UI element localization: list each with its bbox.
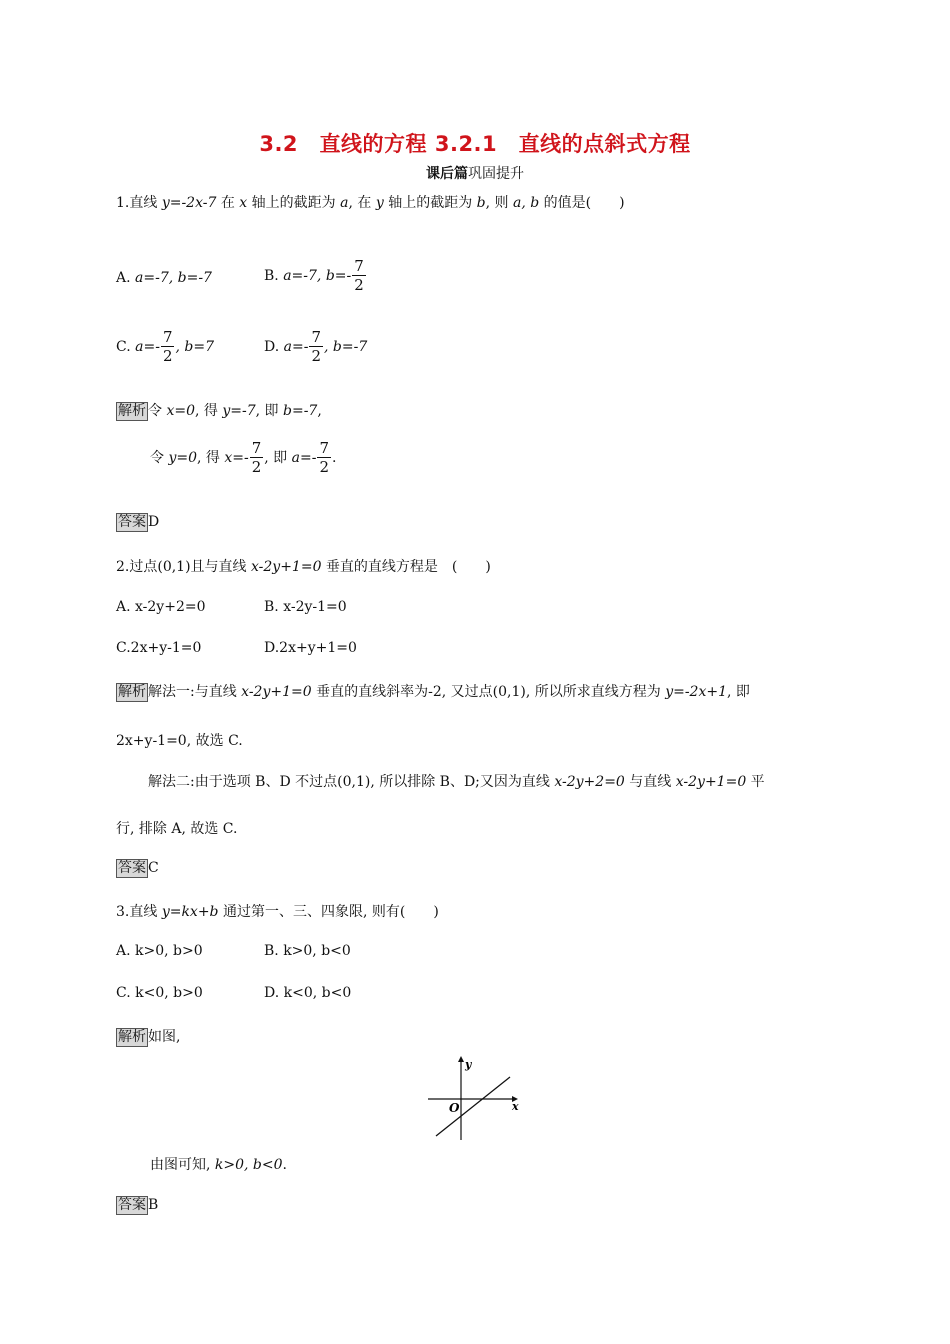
fraction: $\frac{7}{2}$ bbox=[311, 328, 321, 365]
q1-solution-line1: 解析 令 x=0, 得 y=-7, 即 b=-7, bbox=[118, 403, 322, 419]
answer-tag: 答案 bbox=[118, 860, 146, 876]
q3-option-c: C. k<0, b>0 bbox=[116, 985, 203, 1001]
q3-option-d: D. k<0, b<0 bbox=[264, 985, 352, 1001]
y-axis-arrow bbox=[458, 1056, 464, 1062]
q3-solution-line1: 解析 如图, bbox=[118, 1029, 181, 1045]
q1-option-d: D. a=- $\frac{7}{2}$ , b=-7 bbox=[264, 328, 368, 365]
section-subtitle bbox=[0, 163, 950, 183]
q2-solution-line4: 行, 排除 A, 故选 C. bbox=[116, 821, 238, 837]
fraction: $\frac{7}{2}$ bbox=[251, 439, 262, 476]
subtitle-bold: 课后篇 bbox=[426, 166, 468, 182]
q1-solution-line2: 令 y=0, 得 x=- $\frac{7}{2}$ , 即 a=- $\frac{7}{2}$ . bbox=[150, 439, 337, 476]
q2-solution-line3: 解法二:由于选项 B、D 不过点(0,1), 所以排除 B、D;又因为直线 x-2y+2=0 与直线 x-2y+1=0 平 bbox=[148, 774, 765, 790]
q2-option-c: C.2x+y-1=0 bbox=[116, 640, 202, 656]
q1-answer: 答案 D bbox=[118, 514, 160, 530]
q2-answer: 答案 C bbox=[118, 860, 159, 876]
coordinate-figure bbox=[428, 1056, 528, 1140]
q3-option-b: B. k>0, b<0 bbox=[264, 943, 351, 959]
q2-option-d: D.2x+y+1=0 bbox=[264, 640, 357, 656]
q2-solution-line2: 2x+y-1=0, 故选 C. bbox=[116, 733, 243, 749]
q2-option-a: A. x-2y+2=0 bbox=[116, 599, 206, 615]
q1-option-b: B. a=-7, b=- $\frac{7}{2}$ bbox=[264, 257, 364, 294]
q3-option-a: A. k>0, b>0 bbox=[116, 943, 203, 959]
fraction: $\frac{7}{2}$ bbox=[162, 328, 173, 365]
q2-solution-line1: 解析 解法一:与直线 x-2y+1=0 垂直的直线斜率为-2, 又过点(0,1), 所以所求直线方程为 y=-2x+1, 即 bbox=[118, 684, 750, 700]
fraction: $\frac{7}{2}$ bbox=[354, 257, 364, 294]
page-title: 3.2 直线的方程 3.2.1 直线的点斜式方程 bbox=[259, 132, 691, 156]
x-axis-label: x bbox=[512, 1100, 519, 1113]
q3-conclusion: 由图可知, k>0, b<0. bbox=[150, 1157, 287, 1173]
q1-stem: 1.直线 y=-2x-7 在 x 轴上的截距为 a, 在 y 轴上的截距为 b, 则 a, b 的值是( ) bbox=[116, 195, 625, 211]
graph-line bbox=[436, 1077, 510, 1136]
q2-stem: 2.过点(0,1)且与直线 x-2y+1=0 垂直的直线方程是 ( ) bbox=[116, 559, 491, 575]
subtitle-rest: 巩固提升 bbox=[468, 166, 524, 182]
q3-stem: 3.直线 y=kx+b 通过第一、三、四象限, 则有( ) bbox=[116, 904, 439, 920]
y-axis-label: y bbox=[465, 1058, 472, 1071]
analysis-tag: 解析 bbox=[118, 403, 146, 419]
analysis-tag: 解析 bbox=[118, 684, 146, 700]
analysis-tag: 解析 bbox=[118, 1029, 146, 1045]
q1-option-a: A. a=-7, b=-7 bbox=[116, 270, 212, 286]
q1-option-c: C. a=- $\frac{7}{2}$ , b=7 bbox=[116, 328, 214, 365]
answer-tag: 答案 bbox=[118, 1197, 146, 1213]
q2-option-b: B. x-2y-1=0 bbox=[264, 599, 347, 615]
origin-label: O bbox=[449, 1101, 460, 1115]
answer-tag: 答案 bbox=[118, 514, 146, 530]
q3-answer: 答案 B bbox=[118, 1197, 159, 1213]
fraction: $\frac{7}{2}$ bbox=[319, 439, 329, 476]
